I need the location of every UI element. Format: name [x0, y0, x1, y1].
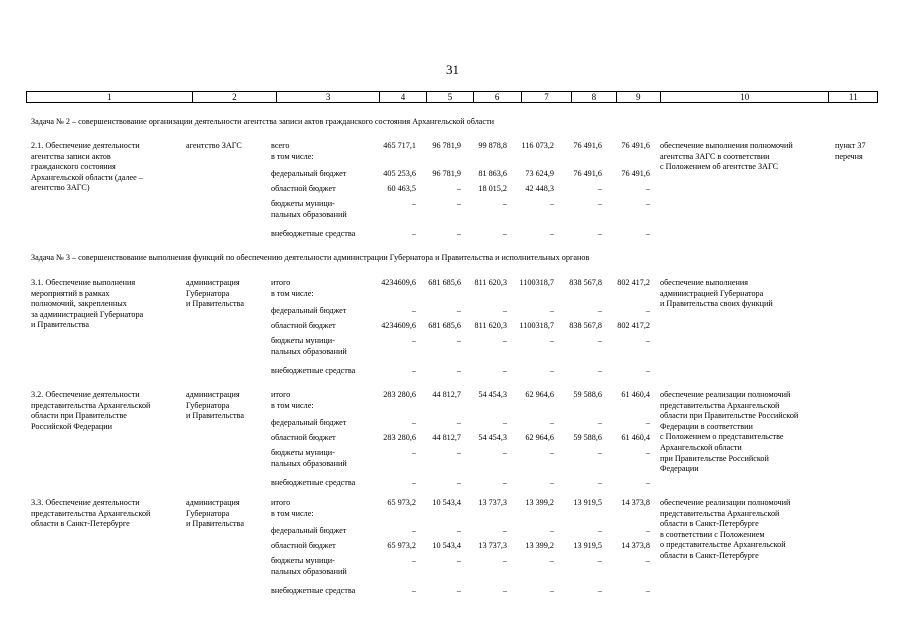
funding-value: 14 373,8 — [621, 498, 650, 507]
funding-source-label-line: внебюджетные средства — [271, 229, 356, 238]
funding-value: 96 781,9 — [432, 141, 461, 150]
funding-value: – — [645, 586, 650, 595]
funding-value: 116 073,2 — [521, 141, 554, 150]
column-header: 5 — [427, 92, 473, 103]
funding-value: – — [502, 586, 507, 595]
funding-value: 62 964,6 — [525, 433, 554, 442]
funding-source-label — [271, 556, 347, 577]
item-name-line: 3.3. Обеспечение деятельности — [31, 498, 140, 507]
funding-value: 4234609,6 — [381, 278, 416, 287]
funding-value: 811 620,3 — [474, 321, 507, 330]
item-name-line: агентства записи актов — [31, 151, 111, 161]
item-name-line: области в Санкт-Петербурге — [31, 519, 130, 529]
funding-value: – — [411, 418, 416, 427]
funding-source-label — [271, 184, 336, 195]
item-executor-line: агентство ЗАГС — [186, 141, 242, 150]
funding-value: – — [645, 478, 650, 487]
funding-value: 13 399,2 — [525, 498, 554, 507]
funding-value: – — [549, 478, 554, 487]
funding-value: – — [411, 526, 416, 535]
funding-value: 13 737,3 — [478, 541, 507, 550]
funding-value: 81 863,6 — [478, 169, 507, 178]
item-result-line: обеспечение выполнения полномочий — [660, 141, 793, 150]
funding-value: – — [456, 556, 461, 565]
page-number: 31 — [446, 62, 459, 77]
column-header: 9 — [616, 92, 660, 103]
funding-value: 283 280,6 — [383, 390, 416, 399]
funding-value: – — [549, 366, 554, 375]
funding-value: – — [645, 448, 650, 457]
funding-source-label-line: внебюджетные средства — [271, 586, 356, 595]
funding-value: 1100318,7 — [519, 278, 554, 287]
funding-source-label-line: федеральный бюджет — [271, 526, 347, 535]
funding-value: – — [502, 526, 507, 535]
item-name — [31, 278, 143, 331]
column-header: 8 — [572, 92, 616, 103]
funding-value: 802 417,2 — [617, 278, 650, 287]
funding-value: – — [411, 448, 416, 457]
item-name — [31, 498, 150, 530]
funding-value: – — [645, 556, 650, 565]
funding-value: 76 491,6 — [573, 169, 602, 178]
item-result-line: с Положением об агентстве ЗАГС — [660, 162, 779, 172]
item-executor-line: и Правительства — [186, 411, 244, 421]
funding-value: 65 973,2 — [387, 498, 416, 507]
funding-source-label — [271, 169, 346, 180]
item-result-line: о представительстве Архангельской — [660, 540, 786, 550]
funding-value: 73 624,9 — [525, 169, 554, 178]
funding-value: – — [502, 478, 507, 487]
funding-source-label-line: областной бюджет — [271, 184, 336, 193]
item-name-line: гражданского состояния — [31, 162, 116, 172]
funding-value: – — [456, 184, 461, 193]
funding-source-label — [271, 306, 346, 317]
item-name — [31, 141, 143, 194]
funding-value: – — [456, 306, 461, 315]
funding-value: 62 964,6 — [525, 390, 554, 399]
funding-value: – — [597, 199, 602, 208]
item-result-line: области при Правительстве Российской — [660, 411, 799, 421]
funding-value: 18 015,2 — [478, 184, 507, 193]
funding-value: 13 399,2 — [525, 541, 554, 550]
funding-value: 59 588,6 — [573, 390, 602, 399]
item-executor — [186, 141, 242, 152]
funding-value: 42 448,3 — [525, 184, 554, 193]
funding-source-label — [271, 390, 314, 411]
funding-value: – — [502, 336, 507, 345]
item-result-line: Федерации — [660, 464, 699, 474]
item-name-line: 2.1. Обеспечение деятельности — [31, 141, 140, 150]
item-result-line: агентства ЗАГС в соответствии — [660, 151, 770, 161]
item-executor-line: Губернатора — [186, 400, 230, 410]
funding-value: – — [645, 306, 650, 315]
item-name-line: 3.2. Обеспечение деятельности — [31, 390, 140, 399]
item-result-line: обеспечение реализации полномочий — [660, 498, 791, 507]
funding-source-label-line: бюджеты муници- — [271, 336, 335, 345]
task-heading: Задача № 3 – совершенствование выполнения функций по обеспечению деятельности администрации Губернатора и Правительства и исполнительных органов — [31, 253, 590, 262]
funding-value: – — [549, 448, 554, 457]
item-name-line: и Правительства — [31, 320, 89, 330]
funding-source-label — [271, 541, 336, 552]
funding-value: – — [502, 366, 507, 375]
funding-value: – — [456, 229, 461, 238]
funding-value: – — [502, 556, 507, 565]
item-executor-line: администрация — [186, 390, 240, 399]
funding-source-label — [271, 448, 347, 469]
funding-source-label — [271, 229, 355, 240]
funding-value: – — [597, 336, 602, 345]
item-executor — [186, 390, 244, 422]
item-result-line: в соответствии с Положением — [660, 529, 765, 539]
item-result-line: области в Санкт-Петербурге — [660, 550, 759, 560]
item-name-line: мероприятий в рамках — [31, 288, 110, 298]
funding-value: – — [597, 418, 602, 427]
funding-value: – — [549, 526, 554, 535]
funding-source-label — [271, 199, 347, 220]
funding-value: – — [645, 199, 650, 208]
funding-source-label-line: пальных образований — [271, 209, 347, 219]
funding-source-label-line: бюджеты муници- — [271, 448, 335, 457]
funding-value: – — [597, 306, 602, 315]
funding-source-label-line: федеральный бюджет — [271, 418, 347, 427]
funding-value: 4234609,6 — [381, 321, 416, 330]
funding-value: 465 717,1 — [383, 141, 416, 150]
funding-value: – — [549, 199, 554, 208]
funding-value: 10 543,4 — [432, 541, 461, 550]
funding-value: – — [549, 306, 554, 315]
funding-value: – — [597, 229, 602, 238]
item-reference-line: пункт 37 — [835, 141, 866, 150]
funding-value: – — [411, 366, 416, 375]
funding-value: – — [456, 586, 461, 595]
funding-value: 14 373,8 — [621, 541, 650, 550]
funding-value: 13 919,5 — [573, 541, 602, 550]
item-name-line: за администрацией Губернатора — [31, 309, 144, 319]
funding-value: – — [456, 448, 461, 457]
funding-value: 802 417,2 — [617, 321, 650, 330]
funding-value: 283 280,6 — [383, 433, 416, 442]
item-name-line: агентство ЗАГС) — [31, 183, 90, 193]
funding-value: 13 737,3 — [478, 498, 507, 507]
funding-value: – — [645, 229, 650, 238]
funding-value: 54 454,3 — [478, 390, 507, 399]
item-result-line: Федерации в соответствии — [660, 421, 753, 431]
item-result — [660, 498, 790, 562]
funding-value: – — [456, 478, 461, 487]
funding-value: – — [411, 229, 416, 238]
funding-source-label-line: бюджеты муници- — [271, 556, 335, 565]
funding-source-label-line: в том числе: — [271, 288, 314, 298]
funding-value: 811 620,3 — [474, 278, 507, 287]
funding-value: 13 919,5 — [573, 498, 602, 507]
funding-value: – — [645, 336, 650, 345]
task-heading: Задача № 2 – совершенствование организации деятельности агентства записи актов гражданского состояния Архангельской области — [31, 117, 495, 126]
funding-source-label-line: в том числе: — [271, 400, 314, 410]
funding-source-label-line: областной бюджет — [271, 321, 336, 330]
funding-value: 65 973,2 — [387, 541, 416, 550]
column-header: 7 — [521, 92, 571, 103]
funding-source-label-line: пальных образований — [271, 346, 347, 356]
funding-source-label — [271, 321, 336, 332]
item-executor-line: администрация — [186, 498, 240, 507]
item-executor-line: и Правительства — [186, 519, 244, 529]
item-result-line: с Положением о представительстве — [660, 432, 784, 442]
funding-value: – — [502, 199, 507, 208]
funding-value: – — [411, 556, 416, 565]
funding-source-label — [271, 336, 347, 357]
item-name-line: Российской Федерации — [31, 421, 113, 431]
funding-source-label — [271, 498, 314, 519]
funding-value: 681 685,6 — [428, 321, 461, 330]
item-name-line: 3.1. Обеспечение выполнения — [31, 278, 136, 287]
item-executor — [186, 278, 244, 310]
funding-value: 1100318,7 — [519, 321, 554, 330]
funding-value: – — [597, 184, 602, 193]
funding-value: 10 543,4 — [432, 498, 461, 507]
funding-source-label — [271, 586, 355, 597]
column-header-row — [26, 91, 878, 103]
funding-source-label-line: внебюджетные средства — [271, 478, 356, 487]
item-name-line: полномочий, закрепленных — [31, 299, 127, 309]
funding-source-label — [271, 141, 314, 162]
item-result-line: Архангельской области — [660, 442, 742, 452]
funding-value: – — [411, 306, 416, 315]
funding-value: – — [645, 366, 650, 375]
funding-source-label-line: бюджеты муници- — [271, 199, 335, 208]
funding-value: – — [549, 229, 554, 238]
item-executor-line: администрация — [186, 278, 240, 287]
funding-source-label-line: в том числе: — [271, 151, 314, 161]
funding-source-label-line: пальных образований — [271, 566, 347, 576]
funding-source-label — [271, 478, 355, 489]
item-reference-line: перечня — [835, 151, 863, 161]
column-header: 6 — [473, 92, 521, 103]
item-result-line: обеспечение выполнения — [660, 278, 748, 287]
funding-value: – — [411, 336, 416, 345]
funding-value: – — [597, 556, 602, 565]
funding-source-label — [271, 433, 336, 444]
item-reference — [835, 141, 866, 162]
column-header: 1 — [27, 92, 193, 103]
funding-source-label — [271, 526, 346, 537]
funding-value: – — [597, 366, 602, 375]
funding-value: 61 460,4 — [621, 433, 650, 442]
funding-value: 838 567,8 — [569, 321, 602, 330]
column-header: 10 — [660, 92, 829, 103]
item-result-line: представительства Архангельской — [660, 400, 780, 410]
funding-value: 76 491,6 — [621, 169, 650, 178]
item-name-line: области при Правительстве — [31, 411, 127, 421]
funding-value: 681 685,6 — [428, 278, 461, 287]
funding-value: – — [502, 306, 507, 315]
funding-value: 44 812,7 — [432, 390, 461, 399]
funding-source-label-line: федеральный бюджет — [271, 306, 347, 315]
funding-value: 60 463,5 — [387, 184, 416, 193]
funding-value: 59 588,6 — [573, 433, 602, 442]
funding-value: – — [549, 336, 554, 345]
funding-source-label-line: итого — [271, 390, 291, 399]
item-result-line: области в Санкт-Петербурге — [660, 519, 759, 529]
funding-value: 838 567,8 — [569, 278, 602, 287]
item-name-line: представительства Архангельской — [31, 508, 151, 518]
funding-source-label — [271, 278, 314, 299]
funding-value: – — [645, 184, 650, 193]
funding-value: – — [549, 586, 554, 595]
funding-source-label-line: итого — [271, 498, 291, 507]
funding-value: 76 491,6 — [621, 141, 650, 150]
funding-value: – — [597, 526, 602, 535]
funding-value: – — [645, 418, 650, 427]
funding-source-label-line: в том числе: — [271, 508, 314, 518]
funding-source-label-line: всего — [271, 141, 290, 150]
funding-value: 61 460,4 — [621, 390, 650, 399]
funding-value: 405 253,6 — [383, 169, 416, 178]
item-executor — [186, 498, 244, 530]
item-result — [660, 278, 773, 310]
item-executor-line: Губернатора — [186, 508, 230, 518]
item-result — [660, 141, 793, 173]
item-result-line: обеспечение реализации полномочий — [660, 390, 791, 399]
funding-source-label-line: федеральный бюджет — [271, 169, 347, 178]
funding-source-label-line: итого — [271, 278, 291, 287]
funding-source-label-line: внебюджетные средства — [271, 366, 356, 375]
funding-source-label — [271, 418, 346, 429]
funding-value: – — [549, 556, 554, 565]
column-header: 3 — [277, 92, 380, 103]
funding-value: – — [549, 418, 554, 427]
item-name-line: представительства Архангельской — [31, 400, 151, 410]
funding-value: – — [597, 448, 602, 457]
funding-value: – — [597, 478, 602, 487]
funding-value: – — [456, 336, 461, 345]
item-result — [660, 390, 798, 475]
item-name-line: Архангельской области (далее – — [31, 172, 143, 182]
funding-value: 96 781,9 — [432, 169, 461, 178]
item-executor-line: и Правительства — [186, 299, 244, 309]
funding-value: – — [411, 478, 416, 487]
funding-value: – — [411, 199, 416, 208]
column-header: 4 — [379, 92, 426, 103]
column-header: 2 — [192, 92, 277, 103]
funding-value: – — [502, 229, 507, 238]
funding-value: – — [456, 418, 461, 427]
funding-value: – — [456, 199, 461, 208]
funding-source-label-line: областной бюджет — [271, 433, 336, 442]
funding-value: – — [456, 526, 461, 535]
funding-value: – — [456, 366, 461, 375]
funding-source-label-line: пальных образований — [271, 458, 347, 468]
funding-value: 99 878,8 — [478, 141, 507, 150]
column-header: 11 — [829, 92, 878, 103]
item-result-line: и Правительства своих функций — [660, 299, 773, 309]
item-name — [31, 390, 150, 432]
funding-value: – — [502, 448, 507, 457]
funding-source-label — [271, 366, 355, 377]
funding-source-label-line: областной бюджет — [271, 541, 336, 550]
funding-value: – — [597, 586, 602, 595]
funding-value: 54 454,3 — [478, 433, 507, 442]
funding-value: – — [502, 418, 507, 427]
item-result-line: при Правительстве Российской — [660, 453, 769, 463]
item-executor-line: Губернатора — [186, 288, 230, 298]
funding-value: – — [411, 586, 416, 595]
item-result-line: представительства Архангельской — [660, 508, 780, 518]
funding-value: 76 491,6 — [573, 141, 602, 150]
funding-value: – — [645, 526, 650, 535]
item-result-line: администрацией Губернатора — [660, 288, 764, 298]
funding-value: 44 812,7 — [432, 433, 461, 442]
